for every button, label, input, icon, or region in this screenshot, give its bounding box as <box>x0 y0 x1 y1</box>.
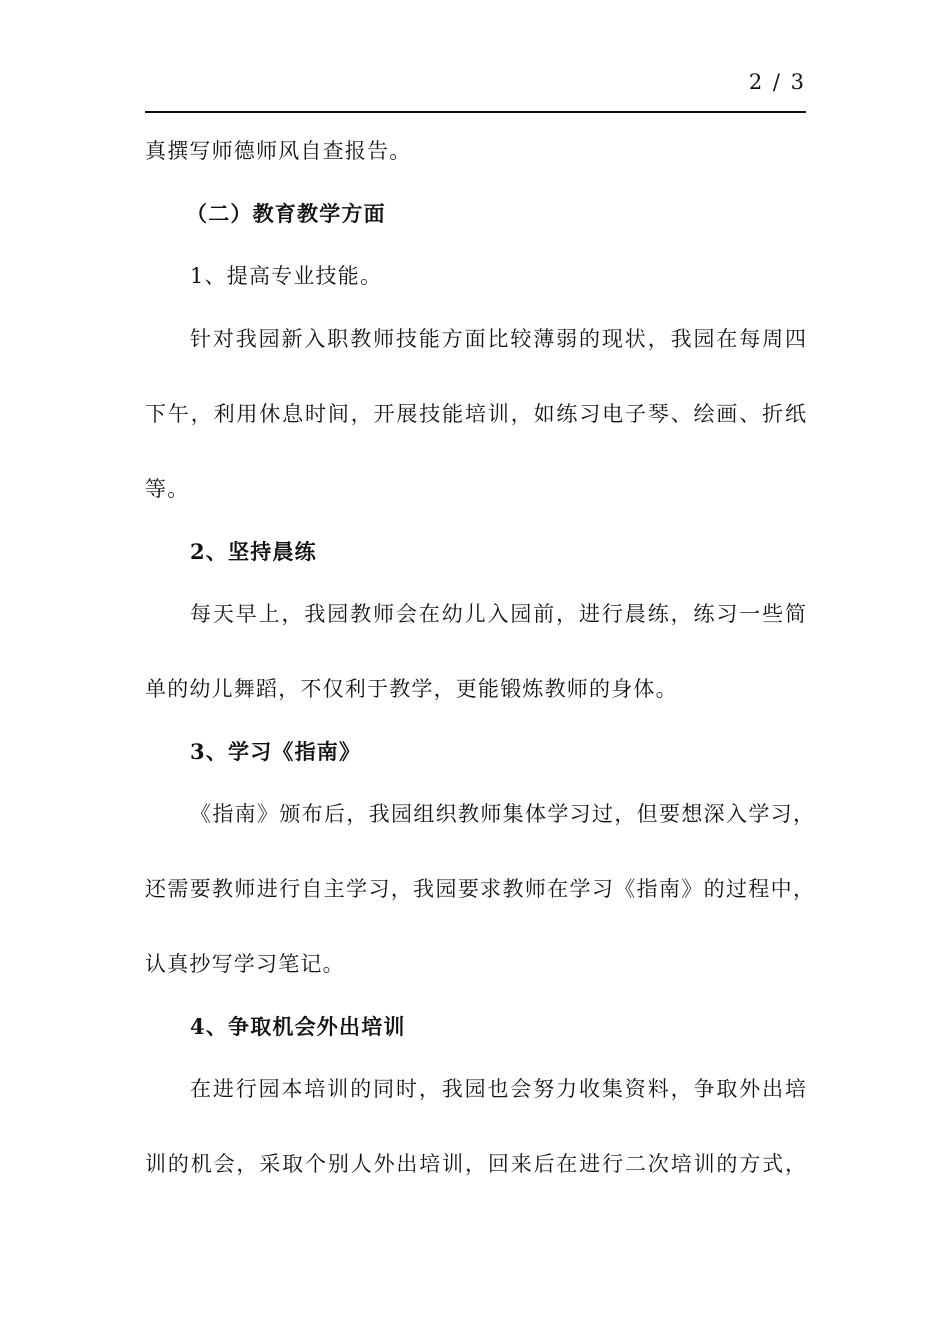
subsection-heading: 2、坚持晨练 <box>190 539 317 564</box>
body-text-line: 认真抄写学习笔记。 <box>145 952 345 976</box>
body-text-line: 每天早上，我园教师会在幼儿入园前，进行晨练，练习一些简 <box>190 602 806 626</box>
body-text-line: 单的幼儿舞蹈，不仅利于教学，更能锻炼教师的身体。 <box>145 677 678 701</box>
body-text-line: 训的机会，采取个别人外出培训，回来后在进行二次培训的方式， <box>145 1152 806 1176</box>
header-rule <box>145 111 806 113</box>
body-text-line: 针对我园新入职教师技能方面比较薄弱的现状，我园在每周四 <box>190 327 806 351</box>
body-text-line: 真撰写师德师风自查报告。 <box>145 139 412 163</box>
subsection-heading: 3、学习《指南》 <box>190 739 362 764</box>
body-text-line: 下午，利用休息时间，开展技能培训，如练习电子琴、绘画、折纸 <box>145 402 806 426</box>
section-heading: （二）教育教学方面 <box>186 201 386 226</box>
body-text-line: 在进行园本培训的同时，我园也会努力收集资料，争取外出培 <box>190 1077 806 1101</box>
subsection-heading: 4、争取机会外出培训 <box>190 1014 406 1039</box>
body-text-line: 《指南》颁布后，我园组织教师集体学习过，但要想深入学习， <box>190 802 814 826</box>
subsection-title: 1、提高专业技能。 <box>190 264 383 288</box>
page-number: 2 / 3 <box>748 70 806 94</box>
body-text-line: 等。 <box>145 477 190 501</box>
body-text-line: 还需要教师进行自主学习，我园要求教师在学习《指南》的过程中， <box>145 877 814 901</box>
